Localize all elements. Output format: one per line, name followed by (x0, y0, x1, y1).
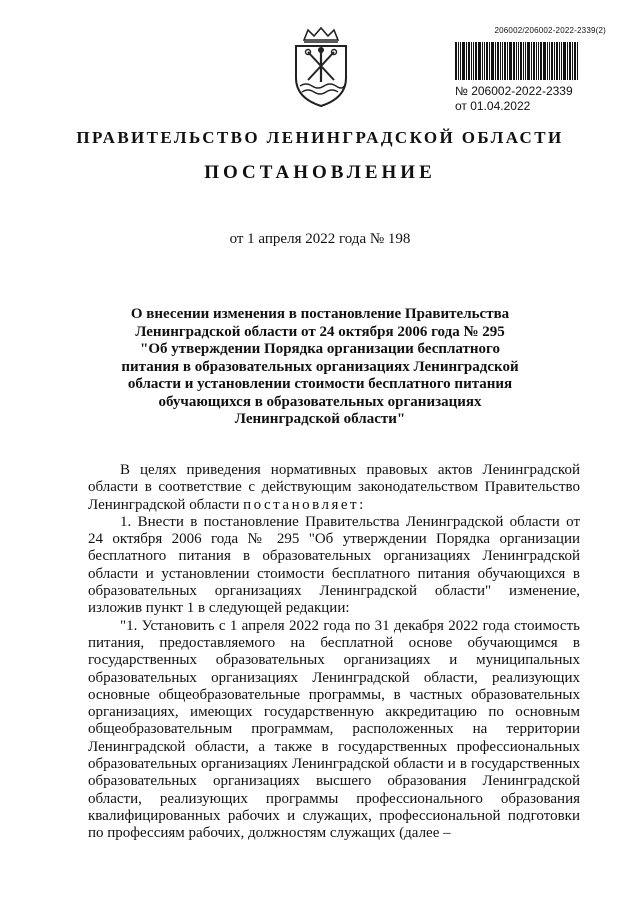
barcode-bar (561, 42, 562, 80)
document-date-number: от 1 апреля 2022 года № 198 (229, 231, 411, 247)
barcode-bar (563, 42, 566, 80)
barcode-bar (574, 42, 576, 80)
barcode-bar (489, 42, 490, 80)
item-1-paragraph: 1. Внести в постановление Правительства Ленинградской области от 24 октября 2006 года № 295 "Об утверждении Порядка организации бесплатного питания в образовательных организациях Ленинградской области и установлении стоимости бесплатного питания обучающихся в образовательных организациях Ленинградской области" изменение, изложив пункт 1 в следующей редакции: (88, 513, 580, 617)
registration-number: № 206002-2022-2339 (455, 84, 573, 98)
barcode-bar (509, 42, 512, 80)
registration-date: от 01.04.2022 (455, 99, 531, 113)
document-type: ПОСТАНОВЛЕНИЕ (204, 162, 436, 183)
barcode-bar (520, 42, 522, 80)
barcode-bar (559, 42, 560, 80)
barcode-bar (497, 42, 499, 80)
barcode-bar (471, 42, 472, 80)
barcode-bar (551, 42, 553, 80)
barcode-bar (466, 42, 467, 80)
barcode-bar (495, 42, 496, 80)
barcode-bar (518, 42, 519, 80)
barcode-bar (567, 42, 568, 80)
barcode-bar (478, 42, 481, 80)
document-subject: О внесении изменения в постановление Правительства Ленинградской области от 24 октября 2006 года № 295 "Об утверждении Порядка организации бесплатного питания в образовательных организациях Ленинградской области и установлении стоимости бесплатного питания обучающихся в образовательных организациях Ленинградской области" (121, 306, 519, 427)
barcode-bar (500, 42, 501, 80)
barcode-bar (486, 42, 488, 80)
barcode-bar (504, 42, 506, 80)
barcode-bar (538, 42, 539, 80)
barcode-bar (484, 42, 485, 80)
barcode-bar (549, 42, 550, 80)
barcode-bar (462, 42, 465, 80)
barcode-bar (536, 42, 537, 80)
barcode-bar (556, 42, 558, 80)
barcode-bar (507, 42, 508, 80)
barcode-bar (455, 42, 457, 80)
barcode-bar (468, 42, 470, 80)
barcode-bar (531, 42, 532, 80)
barcode-bar (554, 42, 555, 80)
barcode-bar (475, 42, 477, 80)
quoted-item-paragraph: "1. Установить с 1 апреля 2022 года по 31 декабря 2022 года стоимость питания, предоставляемого на бесплатной основе обучающимся в государственных образовательных организациях и муниципальных образовательных организациях Ленинградской области, реализующих основные общеобразовательные программы, в частных образовательных организациях, имеющих государственную аккредитацию по основным общеобразовательным программам, расположенных на территории Ленинградской области, а также в государственных профессиональных образовательных организациях Ленинградской области и в государственных образовательных организациях высшего образования Ленинградской области, реализующих программы профессионального образования квалифицированных рабочих и служащих, профессиональной подготовки по профессиям рабочих, должностям служащих (далее – (88, 617, 580, 842)
document-code: 206002/206002-2022-2339(2) (494, 26, 606, 35)
barcode-bar (569, 42, 571, 80)
barcode (455, 42, 605, 80)
barcode-bar (547, 42, 548, 80)
barcode-bar (533, 42, 535, 80)
barcode-bar (491, 42, 494, 80)
preamble-paragraph (88, 462, 580, 514)
barcode-bar (572, 42, 573, 80)
barcode-bar (516, 42, 517, 80)
barcode-bar (527, 42, 530, 80)
barcode-bar (543, 42, 546, 80)
barcode-bar (540, 42, 542, 80)
coat-of-arms-icon (290, 26, 352, 108)
document-body (88, 462, 580, 843)
preamble-text: В целях приведения нормативных правовых актов Ленинградской области в соответствие с действующим законодательством Правительство Ленинградской области (88, 462, 580, 513)
barcode-bar (525, 42, 526, 80)
barcode-bar (577, 42, 578, 80)
barcode-bar (458, 42, 459, 80)
barcode-bar (473, 42, 474, 80)
barcode-bar (482, 42, 483, 80)
government-title: ПРАВИТЕЛЬСТВО ЛЕНИНГРАДСКОЙ ОБЛАСТИ (76, 128, 564, 147)
barcode-bar (460, 42, 461, 80)
barcode-bar (523, 42, 524, 80)
barcode-bar (502, 42, 503, 80)
barcode-bar (513, 42, 515, 80)
preamble-spaced-word: постановляет: (243, 496, 366, 513)
